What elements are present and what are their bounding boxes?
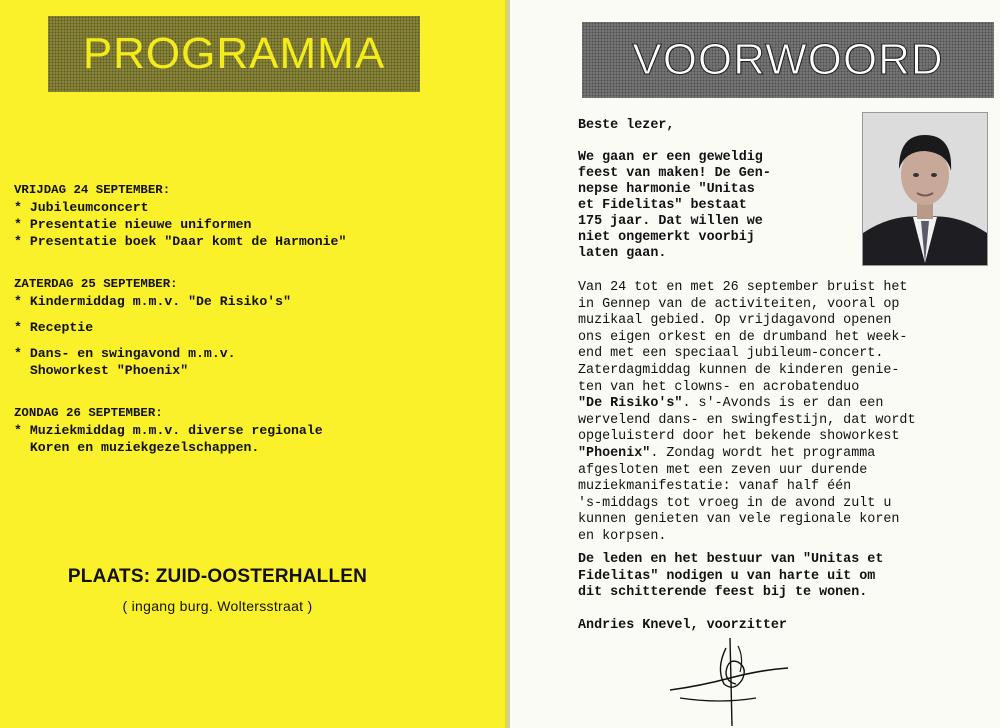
body-line: 's-middags tot vroeg in de avond zult u [578, 495, 892, 511]
body-line: en korpsen. [578, 528, 667, 544]
spacer [578, 134, 860, 150]
spacer [14, 396, 484, 405]
greeting: Beste lezer, [578, 118, 675, 133]
program-item: Koren en muziekgezelschappen. [14, 440, 260, 455]
voorwoord-title: VOORWOORD [632, 35, 944, 84]
closing-line: Fidelitas" nodigen u van harte uit om [578, 568, 876, 584]
program-item: Showorkest "Phoenix" [14, 363, 189, 378]
day-heading-friday: VRIJDAG 24 SEPTEMBER: [14, 183, 171, 197]
body-line: wervelend dans- en swingfestijn, dat wordt [578, 412, 916, 428]
program-list [14, 182, 484, 456]
portrait-image [863, 113, 987, 265]
body-line: end met een speciaal jubileum-concert. [578, 346, 884, 362]
venue-entrance: ( ingang burg. Woltersstraat ) [122, 598, 313, 614]
body-line: muzikaal gebied. Op vrijdagavond openen [578, 313, 892, 329]
body-line-rest: . s'-Avonds is er dan een [682, 396, 884, 412]
program-item: * Muziekmiddag m.m.v. diverse regionale [14, 423, 323, 438]
spacer [14, 267, 484, 276]
body-line: kunnen genieten van vele regionale koren [578, 512, 900, 528]
venue-block [0, 566, 435, 614]
body-line [578, 446, 988, 463]
body-line: afgesloten met een zeven uur durende [578, 462, 868, 478]
body-line: muziekmanifestatie: vanaf half één [578, 479, 852, 495]
intro-line: nepse harmonie "Unitas [578, 182, 755, 197]
program-item: * Presentatie boek "Daar komt de Harmonie" [14, 234, 347, 249]
programma-title: PROGRAMMA [82, 29, 386, 78]
body-text [578, 280, 988, 546]
program-item: * Jubileumconcert [14, 200, 149, 215]
body-line: Van 24 tot en met 26 september bruist het [578, 280, 908, 295]
intro-line: laten gaan. [578, 246, 667, 261]
program-item: * Dans- en swingavond m.m.v. [14, 346, 236, 361]
chairman-portrait [862, 112, 988, 266]
venue-title: PLAATS: ZUID-OOSTERHALLEN [67, 566, 368, 587]
intro-line: 175 jaar. Dat willen we [578, 214, 763, 229]
programma-banner [48, 16, 420, 92]
right-page [510, 0, 1000, 728]
body-line: ons eigen orkest en de drumband het week- [578, 329, 908, 345]
spacer [14, 336, 484, 345]
body-line: in Gennep van de activiteiten, vooral op [578, 296, 900, 312]
body-line [578, 396, 988, 413]
intro-line: We gaan er een geweldig [578, 150, 763, 165]
intro-line: et Fidelitas" bestaat [578, 198, 747, 213]
body-line: ten van het clowns- en acrobatenduo [578, 379, 860, 395]
intro-line: niet ongemerkt voorbij [578, 230, 755, 245]
spacer [14, 250, 484, 267]
intro-text [578, 118, 860, 262]
day-heading-saturday: ZATERDAG 25 SEPTEMBER: [14, 277, 178, 291]
body-line-rest: . Zondag wordt het programma [650, 445, 876, 461]
closing-line: dit schitterende feest bij te wonen. [578, 585, 868, 601]
signer-name: Andries Knevel, voorzitter [578, 618, 787, 633]
program-item: * Presentatie nieuwe uniformen [14, 217, 252, 232]
body-line: Zaterdagmiddag kunnen de kinderen genie- [578, 362, 900, 378]
intro-line: feest van maken! De Gen- [578, 166, 771, 181]
closing-line: De leden en het bestuur van "Unitas et [578, 552, 884, 567]
risikos-name: "De Risiko's" [578, 396, 683, 412]
voorwoord-banner [582, 22, 994, 98]
spacer [14, 379, 484, 396]
program-item: * Receptie [14, 320, 94, 335]
phoenix-name: "Phoenix" [578, 445, 651, 461]
program-item: * Kindermiddag m.m.v. "De Risiko's" [14, 294, 291, 309]
body-line: opgeluisterd door het bekende showorkest [578, 429, 900, 445]
signature-image [660, 628, 800, 728]
spacer [14, 310, 484, 319]
closing-text [578, 552, 988, 602]
day-heading-sunday: ZONDAG 26 SEPTEMBER: [14, 406, 163, 420]
